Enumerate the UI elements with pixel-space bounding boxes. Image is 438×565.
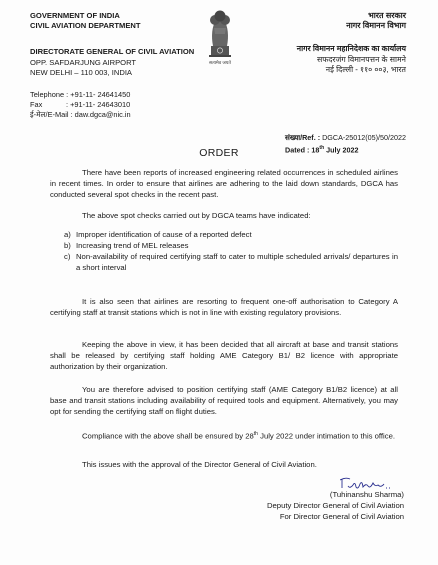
signatory-name: (Tuhinanshu Sharma) [329, 490, 404, 499]
paragraph-5: You are therefore advised to position certifying staff (AME Category B1/B2 licence) at all base and transit stations including availability of required tools and equipment. Alternatively, you may opt for sending the certifying staff on flight duties. [50, 385, 398, 416]
telephone-label: Telephone [30, 90, 65, 99]
list-marker: b) [64, 241, 71, 250]
paragraph-4: Keeping the above in view, it has been decided that all aircraft at base and transit stations shall be released by certifying staff holding AME Category B1/ B2 licence with appropriate authorization by their organization. [50, 340, 398, 371]
date-suffix: th [319, 145, 325, 151]
compliance-text-start: Compliance with the above shall be ensured by 28 [82, 431, 254, 441]
address-line-hindi: सफदरजंग विमानपत्तन के सामने [316, 54, 406, 64]
list-marker: c) [64, 252, 71, 261]
page-title: ORDER [199, 147, 239, 159]
telephone-row [30, 90, 131, 100]
reference-number: DGCA-25012(05)/50/2022 [322, 133, 406, 142]
contact-block [30, 90, 131, 120]
address-line: NEW DELHI – 110 003, INDIA [30, 68, 132, 77]
reference-label: संख्या/Ref. : [285, 133, 321, 142]
list-marker: a) [64, 230, 71, 239]
fax-row [30, 100, 131, 110]
directorate-title-hindi: नागर विमानन महानिदेशक का कार्यालय [296, 44, 406, 53]
emblem-caption: सत्यमेव जयते [209, 60, 231, 65]
date-label: Dated : [285, 145, 310, 155]
findings-list [64, 229, 398, 273]
department-line: CIVIL AVIATION DEPARTMENT [30, 21, 141, 30]
government-line: GOVERNMENT OF INDIA [30, 11, 120, 20]
address-line-hindi: नई दिल्ली - ११० ००३, भारत [325, 65, 406, 74]
paragraph-1: There have been reports of increased engineering related occurrences in scheduled airlines in recent times. In order to ensure that airlines are adhering to the laid down standards, DGCA has conducted several spot checks in the recent past. [50, 168, 398, 199]
department-line-hindi: नागर विमानन विभाग [346, 21, 406, 30]
fax-label: Fax [30, 100, 43, 109]
address-right [297, 44, 406, 76]
list-text: Non-availability of required certifying staff to cater to multiple scheduled arrivals/ departures in a short interval [76, 252, 398, 272]
telephone-value: : +91-11- 24641450 [66, 90, 131, 99]
reference-number-row [285, 133, 406, 143]
national-emblem-icon [203, 6, 237, 68]
address-line: OPP. SAFDARJUNG AIRPORT [30, 57, 137, 67]
government-line-hindi: भारत सरकार [368, 11, 406, 20]
fax-value: : +91-11- 24643010 [66, 100, 131, 109]
list-item [64, 229, 398, 240]
list-item [64, 240, 398, 251]
email-value: : daw.dgca@nic.in [70, 110, 131, 119]
email-row [30, 110, 131, 120]
header-right [346, 11, 406, 31]
directorate-title: DIRECTORATE GENERAL OF CIVIL AVIATION [30, 47, 195, 56]
header-left [30, 11, 141, 31]
date-rest: July 2022 [324, 145, 359, 155]
list-item [64, 251, 398, 273]
paragraph-7: This issues with the approval of the Director General of Civil Aviation. [82, 460, 317, 469]
list-text: Increasing trend of MEL releases [76, 241, 189, 250]
date-day: 18 [311, 145, 320, 155]
paragraph-2: The above spot checks carried out by DGCA teams have indicated: [82, 211, 311, 220]
compliance-text-end: July 2022 under intimation to this office. [257, 431, 395, 441]
address-left [30, 47, 194, 79]
list-text: Improper identification of cause of a reported defect [76, 230, 252, 239]
compliance-date-suffix: th [253, 431, 258, 437]
signatory-designation: Deputy Director General of Civil Aviation [266, 501, 404, 510]
paragraph-3: It is also seen that airlines are resorting to frequent one-off authorisation to Category A certifying staff at transit stations which is not in line with existing regulatory provisions. [50, 297, 398, 317]
paragraph-6 [50, 429, 398, 442]
email-label: ई-मेल/E-Mail [30, 110, 69, 119]
signature-block [267, 489, 404, 522]
signatory-for-line: For Director General of Civil Aviation [279, 512, 404, 521]
